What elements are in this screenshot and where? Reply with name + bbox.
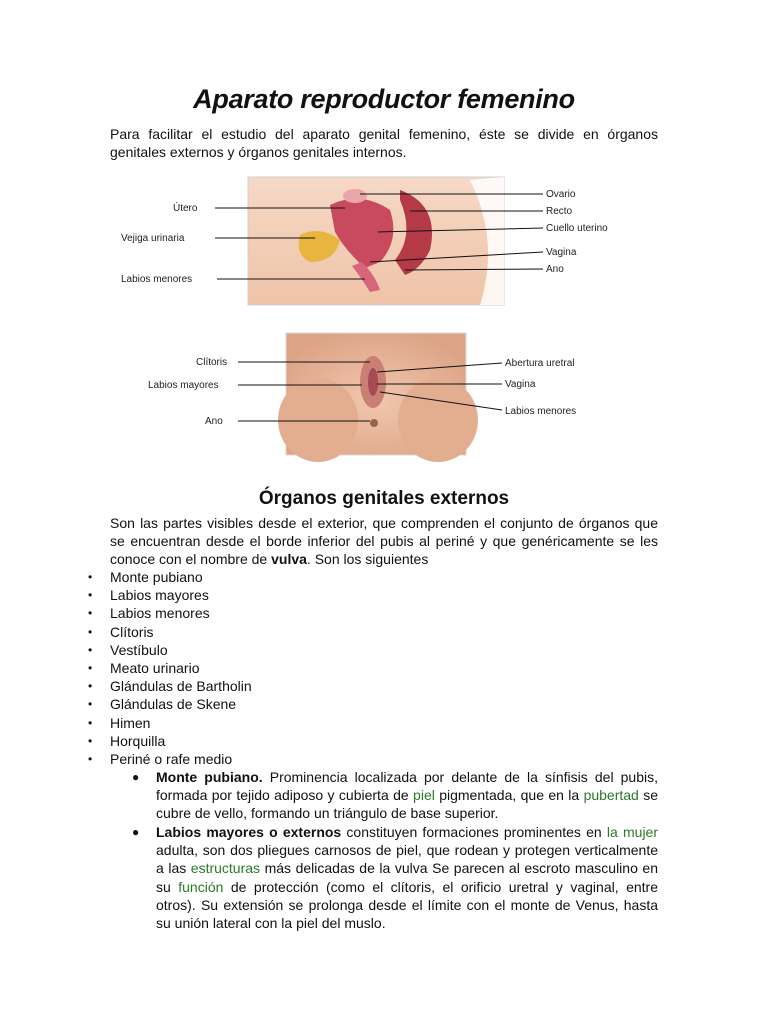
list-item: • Monte pubiano xyxy=(88,568,252,586)
anus-shape xyxy=(370,419,378,427)
ovary-shape xyxy=(343,189,367,203)
vulva-inner xyxy=(368,368,378,396)
sub2-text-3: más delicadas de la vulva Se parecen al escroto masculino en su xyxy=(156,860,658,895)
section-title: Órganos genitales externos xyxy=(258,488,510,509)
list-item: • Glándulas de Bartholin xyxy=(88,677,252,695)
thigh-right xyxy=(398,378,478,462)
organs-list xyxy=(88,568,252,768)
sub1-term: Monte pubiano. xyxy=(156,769,263,785)
page-title: Aparato reproductor femenino xyxy=(193,84,575,114)
sub-bullet-1: ● xyxy=(132,770,140,784)
desc-text-1: Son las partes visibles desde el exterior, que comprenden el conjunto de órganos que se encuentran desde el borde inferior del pubis al periné y que genéricamente se les conoce con el nombre de xyxy=(110,515,658,567)
label-recto: Recto xyxy=(546,206,573,217)
label-labios-mayores: Labios mayores xyxy=(148,380,219,391)
list-item: • Horquilla xyxy=(88,732,252,750)
sub1-text-3: se cubre de vello, formando un triángulo de base superior. xyxy=(156,787,658,822)
section-description xyxy=(110,514,658,568)
list-item: • Meato urinario xyxy=(88,659,252,677)
sub2-text-2: adulta, son dos pliegues carnosos de piel, que rodean y protegen verticalmente a las xyxy=(156,842,658,877)
sub2-term: Labios mayores o externos xyxy=(156,824,342,840)
list-item: • Clítoris xyxy=(88,623,252,641)
sub-item-labios-mayores xyxy=(156,823,658,932)
label-cuello-uterino: Cuello uterino xyxy=(546,223,608,234)
label-ovario: Ovario xyxy=(546,189,576,200)
sub-bullet-2: ● xyxy=(132,825,140,839)
link-estructuras[interactable]: estructuras xyxy=(190,860,261,877)
list-item: • Glándulas de Skene xyxy=(88,695,252,713)
list-item: • Labios mayores xyxy=(88,586,252,604)
label-abertura-uretral: Abertura uretral xyxy=(505,358,575,369)
internal-organs-figure xyxy=(0,0,768,480)
sub-item-monte-pubiano xyxy=(156,768,658,823)
list-item: • Himen xyxy=(88,714,252,732)
link-piel[interactable]: piel xyxy=(413,787,435,804)
label-clitoris: Clítoris xyxy=(196,357,228,368)
sub2-text-4: de protección (como el clítoris, el orificio uretral y vaginal, entre otros). Su extensión se prolonga desde el límite con el monte de Venus, hasta su unión lateral con la piel del muslo. xyxy=(156,878,658,932)
label-ano-2: Ano xyxy=(205,416,223,427)
thigh-left xyxy=(278,378,358,462)
label-vagina-2: Vagina xyxy=(505,379,536,390)
label-labios-menores-1: Labios menores xyxy=(121,274,193,285)
list-item: • Periné o rafe medio xyxy=(88,750,252,768)
label-vagina-1: Vagina xyxy=(546,247,577,258)
list-item: • Vestíbulo xyxy=(88,641,252,659)
list-item: • Labios menores xyxy=(88,604,252,622)
link-la-mujer[interactable]: la mujer xyxy=(606,824,659,840)
label-utero: Útero xyxy=(173,203,198,214)
label-ano-1: Ano xyxy=(546,264,564,275)
sub1-text-2: pigmentada, que en la xyxy=(434,787,584,804)
sub1-text-1: Prominencia localizada por delante de la sínfisis del pubis, formada por tejido adiposo y cubierta de xyxy=(156,769,658,804)
link-pubertad[interactable]: pubertad xyxy=(583,787,639,804)
desc-bold-vulva: vulva xyxy=(271,551,307,567)
sub2-text-1: constituyen formaciones prominentes en xyxy=(341,824,607,840)
link-funcion[interactable]: función xyxy=(178,878,224,895)
intro-paragraph: Para facilitar el estudio del aparato genital femenino, éste se divide en órganos genitales externos y órganos genitales internos. xyxy=(110,126,658,160)
label-labios-menores-2: Labios menores xyxy=(505,406,577,417)
desc-text-2: . Son los siguientes xyxy=(306,551,429,567)
label-vejiga: Vejiga urinaria xyxy=(121,233,185,244)
